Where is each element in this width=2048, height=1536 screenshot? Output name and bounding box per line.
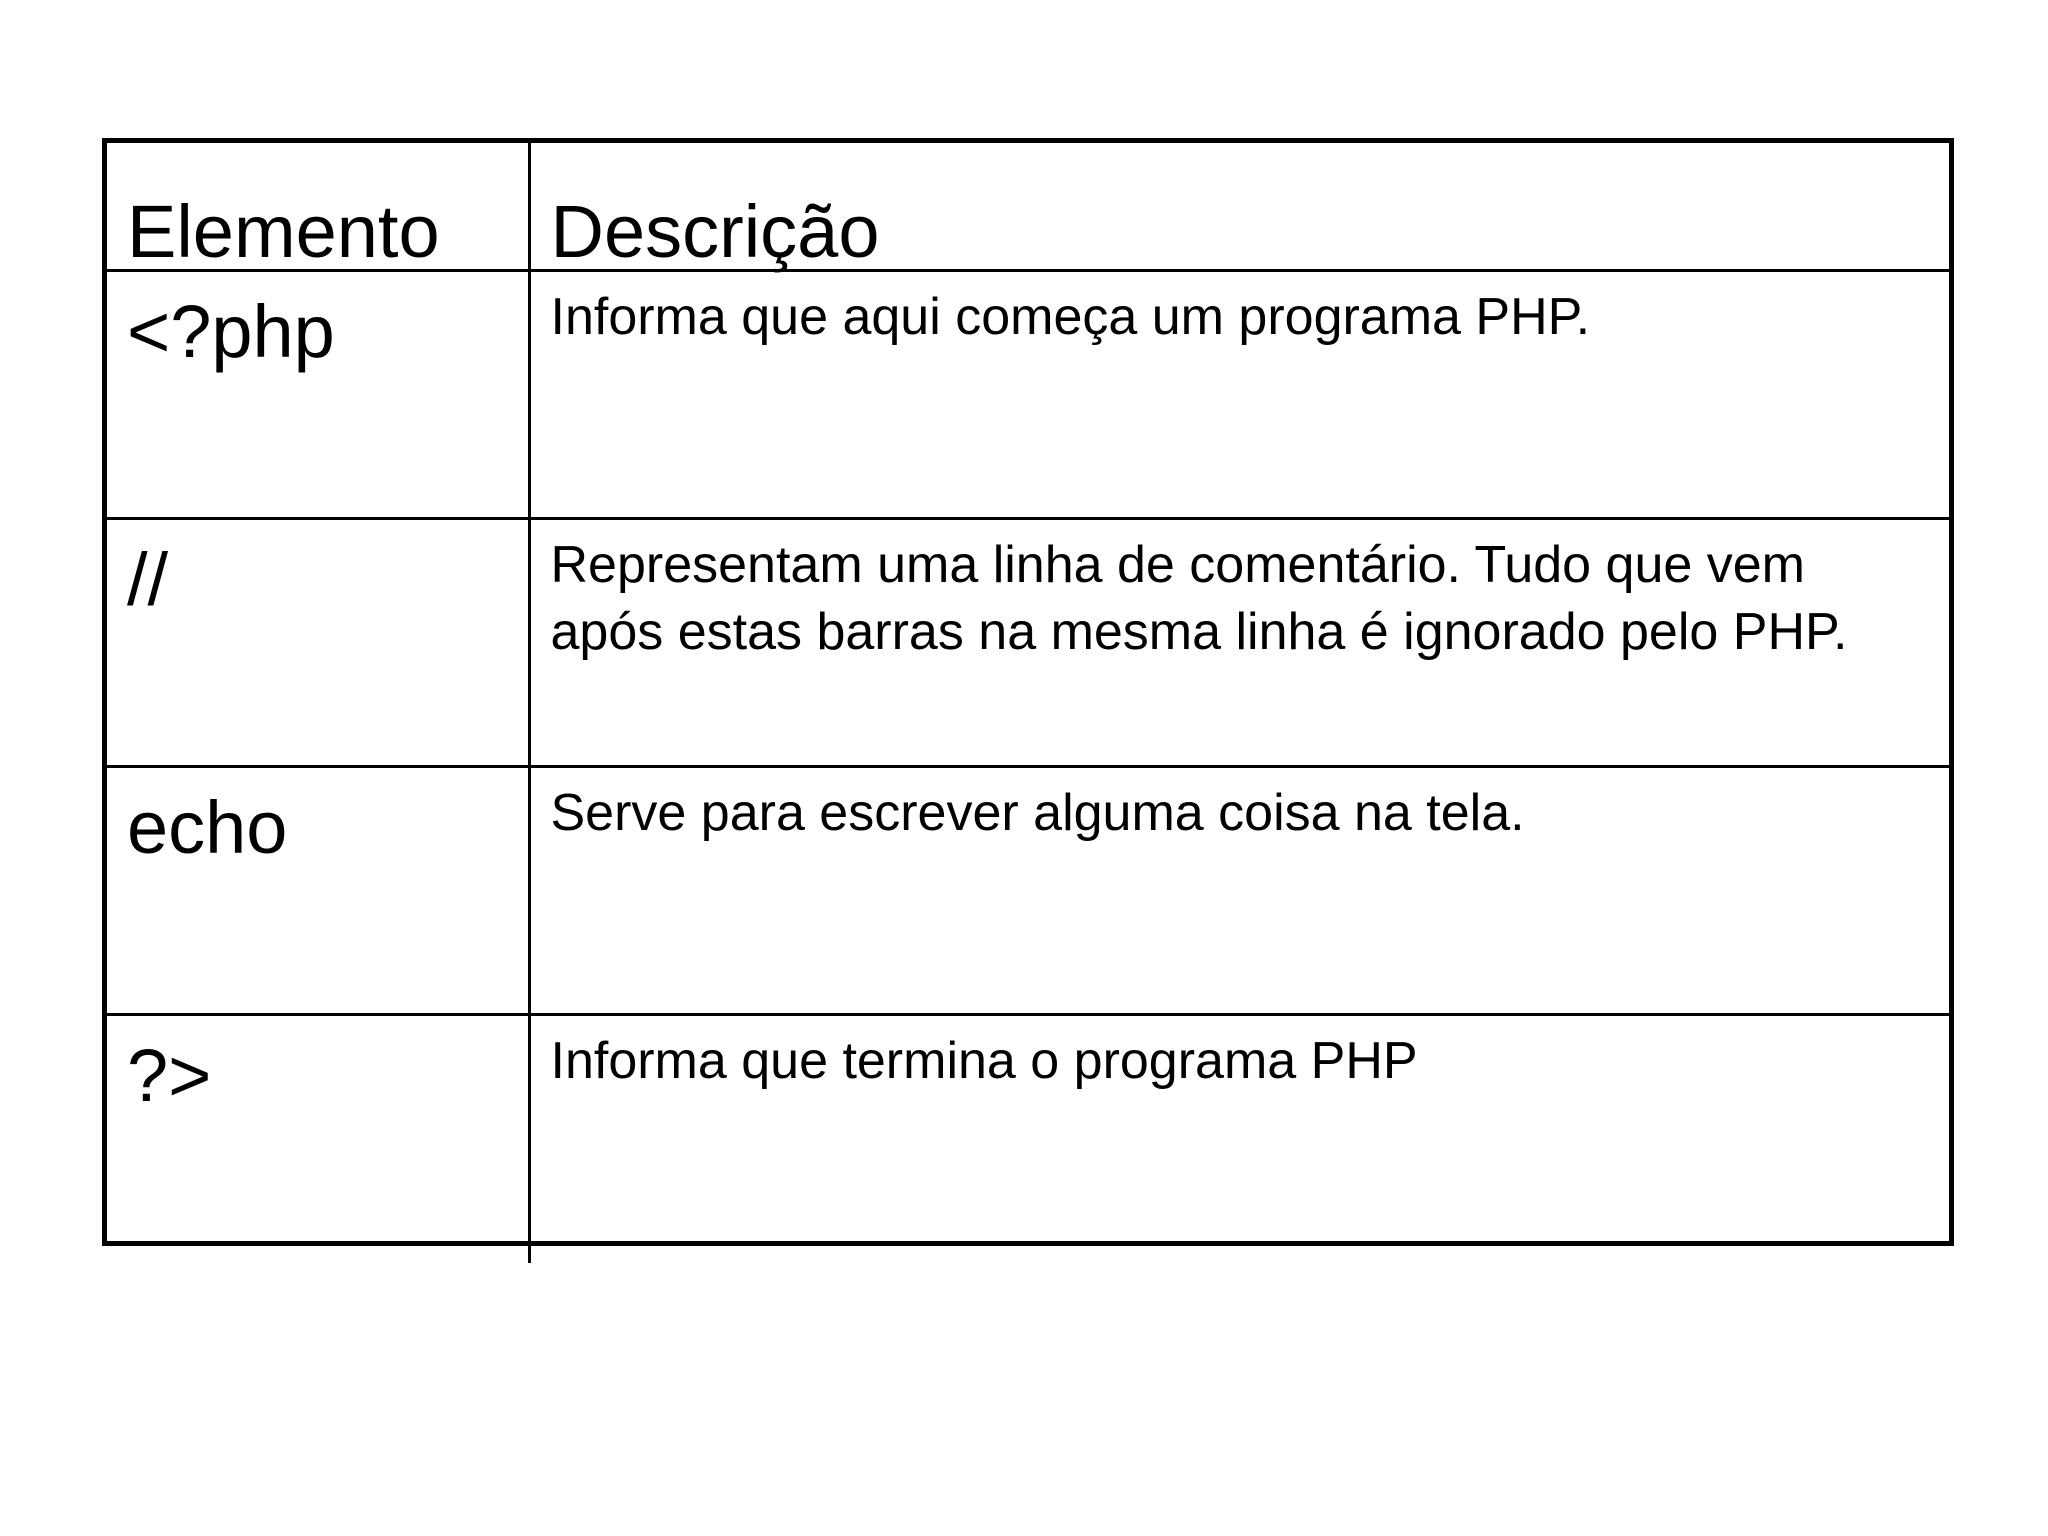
description-cell — [529, 519, 1949, 767]
table-row — [107, 1015, 1949, 1263]
description-cell — [529, 1015, 1949, 1263]
header-description: Descrição — [529, 143, 1949, 271]
description-cell — [529, 271, 1949, 519]
element-cell — [107, 767, 529, 1015]
table-header-row — [107, 143, 1949, 271]
description-text: Informa que aqui começa um programa PHP. — [550, 288, 1591, 346]
php-elements-table — [102, 138, 1954, 1246]
description-text: Informa que termina o programa PHP — [550, 1032, 1418, 1090]
element-text: // — [127, 538, 169, 621]
element-text: <?php — [127, 290, 335, 373]
description-text: Serve para escrever alguma coisa na tela. — [550, 784, 1525, 842]
description-cell — [529, 767, 1949, 1015]
table — [107, 143, 1949, 1263]
element-cell — [107, 519, 529, 767]
table-row — [107, 519, 1949, 767]
description-text: Representam uma linha de comentário. Tudo que vem após estas barras na mesma linha é ignorado pelo PHP. — [550, 536, 1848, 661]
table-row — [107, 767, 1949, 1015]
element-cell — [107, 1015, 529, 1263]
element-cell — [107, 271, 529, 519]
table-row — [107, 271, 1949, 519]
element-text: ?> — [127, 1034, 212, 1117]
element-text: echo — [127, 786, 288, 869]
header-element: Elemento — [107, 143, 529, 271]
